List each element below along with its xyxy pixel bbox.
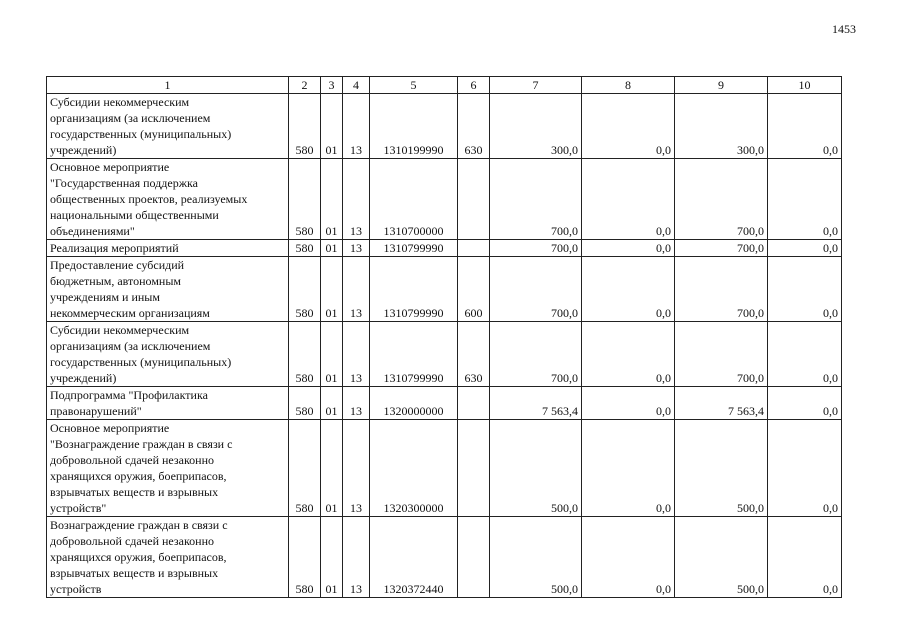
amount-col10: 0,0 [768, 94, 842, 159]
amount-col8: 0,0 [582, 322, 675, 387]
subsection-code: 13 [343, 322, 370, 387]
row-name: Субсидии некоммерческим организациям (за исключением государственных (муниципальных) учреждений) [47, 94, 289, 159]
expense-type: 630 [458, 322, 490, 387]
section-code: 01 [321, 387, 343, 420]
table-row [47, 240, 842, 257]
section-code: 01 [321, 94, 343, 159]
admin-code: 580 [289, 517, 321, 598]
expense-type [458, 517, 490, 598]
amount-col10: 0,0 [768, 420, 842, 517]
amount-col8: 0,0 [582, 257, 675, 322]
target-article: 1310799990 [370, 257, 458, 322]
budget-table [46, 76, 842, 598]
expense-type [458, 387, 490, 420]
expense-type: 600 [458, 257, 490, 322]
amount-col9: 700,0 [675, 159, 768, 240]
target-article: 1320000000 [370, 387, 458, 420]
column-header-3: 3 [321, 77, 343, 94]
row-name: Подпрограмма "Профилактика правонарушений" [47, 387, 289, 420]
admin-code: 580 [289, 387, 321, 420]
expense-type [458, 240, 490, 257]
table-body [47, 94, 842, 598]
table-row [47, 420, 842, 517]
section-code: 01 [321, 240, 343, 257]
column-header-5: 5 [370, 77, 458, 94]
column-header-2: 2 [289, 77, 321, 94]
subsection-code: 13 [343, 420, 370, 517]
column-header-9: 9 [675, 77, 768, 94]
subsection-code: 13 [343, 159, 370, 240]
amount-col9: 7 563,4 [675, 387, 768, 420]
admin-code: 580 [289, 94, 321, 159]
amount-total: 700,0 [490, 159, 582, 240]
expense-type [458, 159, 490, 240]
table-row [47, 387, 842, 420]
table-row [47, 257, 842, 322]
column-header-1: 1 [47, 77, 289, 94]
amount-col9: 500,0 [675, 420, 768, 517]
section-code: 01 [321, 420, 343, 517]
amount-col10: 0,0 [768, 257, 842, 322]
amount-col8: 0,0 [582, 240, 675, 257]
amount-col10: 0,0 [768, 517, 842, 598]
admin-code: 580 [289, 159, 321, 240]
admin-code: 580 [289, 257, 321, 322]
section-code: 01 [321, 257, 343, 322]
row-name: Основное мероприятие "Вознаграждение граждан в связи с добровольной сдачей незаконно хранящихся оружия, боеприпасов, взрывчатых веществ и взрывных устройств" [47, 420, 289, 517]
amount-total: 700,0 [490, 240, 582, 257]
subsection-code: 13 [343, 387, 370, 420]
column-header-7: 7 [490, 77, 582, 94]
admin-code: 580 [289, 322, 321, 387]
amount-total: 7 563,4 [490, 387, 582, 420]
subsection-code: 13 [343, 257, 370, 322]
amount-total: 500,0 [490, 420, 582, 517]
expense-type: 630 [458, 94, 490, 159]
subsection-code: 13 [343, 94, 370, 159]
subsection-code: 13 [343, 517, 370, 598]
amount-col8: 0,0 [582, 517, 675, 598]
row-name: Основное мероприятие "Государственная поддержка общественных проектов, реализуемых национальными общественными объединениями" [47, 159, 289, 240]
row-name: Предоставление субсидий бюджетным, автономным учреждениям и иным некоммерческим организациям [47, 257, 289, 322]
target-article: 1320372440 [370, 517, 458, 598]
amount-total: 300,0 [490, 94, 582, 159]
amount-col10: 0,0 [768, 240, 842, 257]
table-row [47, 159, 842, 240]
column-header-8: 8 [582, 77, 675, 94]
amount-col10: 0,0 [768, 387, 842, 420]
amount-col9: 700,0 [675, 322, 768, 387]
column-header-6: 6 [458, 77, 490, 94]
amount-col9: 300,0 [675, 94, 768, 159]
amount-col8: 0,0 [582, 420, 675, 517]
target-article: 1310799990 [370, 322, 458, 387]
amount-col8: 0,0 [582, 387, 675, 420]
target-article: 1310799990 [370, 240, 458, 257]
section-code: 01 [321, 517, 343, 598]
expense-type [458, 420, 490, 517]
row-name: Субсидии некоммерческим организациям (за исключением государственных (муниципальных) учреждений) [47, 322, 289, 387]
table-row [47, 517, 842, 598]
amount-col8: 0,0 [582, 94, 675, 159]
amount-col9: 700,0 [675, 240, 768, 257]
admin-code: 580 [289, 420, 321, 517]
section-code: 01 [321, 322, 343, 387]
target-article: 1310199990 [370, 94, 458, 159]
column-header-10: 10 [768, 77, 842, 94]
row-name: Реализация мероприятий [47, 240, 289, 257]
target-article: 1320300000 [370, 420, 458, 517]
row-name: Вознаграждение граждан в связи с добровольной сдачей незаконно хранящихся оружия, боеприпасов, взрывчатых веществ и взрывных устройств [47, 517, 289, 598]
amount-col9: 500,0 [675, 517, 768, 598]
table-row [47, 94, 842, 159]
admin-code: 580 [289, 240, 321, 257]
amount-col10: 0,0 [768, 322, 842, 387]
subsection-code: 13 [343, 240, 370, 257]
section-code: 01 [321, 159, 343, 240]
amount-col8: 0,0 [582, 159, 675, 240]
amount-col10: 0,0 [768, 159, 842, 240]
column-header-4: 4 [343, 77, 370, 94]
page-number: 1453 [832, 22, 856, 36]
amount-total: 700,0 [490, 257, 582, 322]
table-header-row [47, 77, 842, 94]
amount-total: 500,0 [490, 517, 582, 598]
amount-col9: 700,0 [675, 257, 768, 322]
table-row [47, 322, 842, 387]
amount-total: 700,0 [490, 322, 582, 387]
target-article: 1310700000 [370, 159, 458, 240]
